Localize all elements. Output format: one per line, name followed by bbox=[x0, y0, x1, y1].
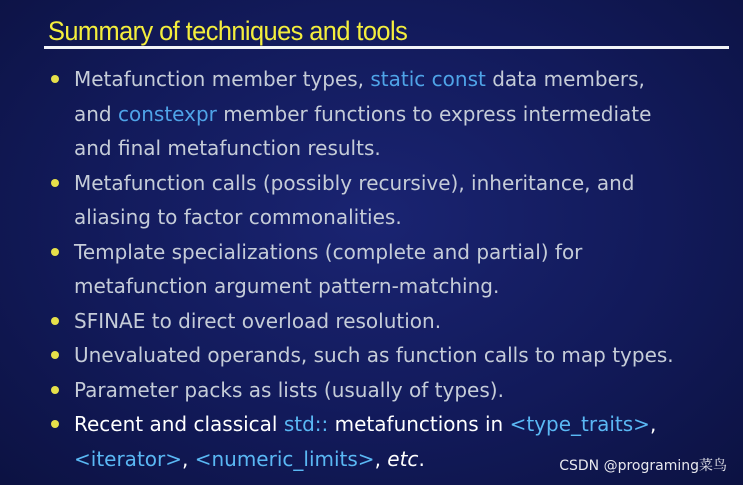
bullet-item: Metafunction calls (possibly recursive), inheritance, and aliasing to factor commonalities. bbox=[48, 166, 728, 235]
bullet-dot bbox=[51, 386, 59, 394]
bullet-dot bbox=[51, 420, 59, 428]
bullet-dot bbox=[51, 317, 59, 325]
bullet-item: Metafunction member types, static const data members, and constexpr member functions to express intermediate and final metafunction results. bbox=[48, 62, 728, 166]
header-numeric-limits: <numeric_limits> bbox=[194, 446, 375, 471]
etc-text: etc bbox=[387, 446, 419, 471]
bullet-dot bbox=[51, 75, 59, 83]
keyword-std: std:: bbox=[283, 412, 329, 436]
title-underline bbox=[44, 46, 729, 49]
bullet-dot bbox=[51, 179, 59, 187]
bullet-dot bbox=[51, 351, 59, 359]
bullet-item-highlighted: Recent and classical std:: metafunctions in <type_traits>, <iterator>, <numeric_limits>, etc. bbox=[48, 407, 728, 476]
bullet-dot bbox=[51, 248, 59, 256]
keyword-static-const: static const bbox=[370, 67, 486, 91]
bullet-item: Parameter packs as lists (usually of types). bbox=[48, 373, 728, 408]
bullet-item: SFINAE to direct overload resolution. bbox=[48, 304, 728, 339]
header-type-traits: <type_traits> bbox=[509, 412, 650, 436]
bullet-item: Unevaluated operands, such as function calls to map types. bbox=[48, 338, 728, 373]
header-iterator: <iterator> bbox=[74, 446, 182, 471]
bullet-item: Template specializations (complete and partial) for metafunction argument pattern-matching. bbox=[48, 235, 728, 304]
slide-title: Summary of techniques and tools bbox=[48, 16, 408, 46]
keyword-constexpr: constexpr bbox=[117, 101, 217, 126]
csdn-watermark: CSDN @programing菜鸟 bbox=[559, 458, 727, 474]
bullet-list bbox=[48, 62, 728, 476]
